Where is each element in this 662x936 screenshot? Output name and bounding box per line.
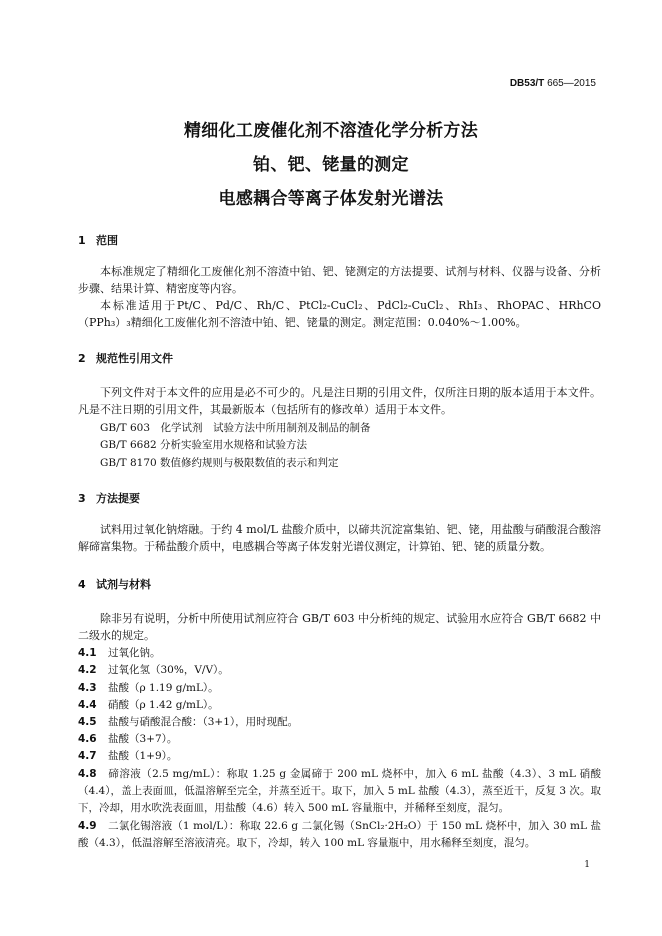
reagent-item (78, 645, 601, 662)
item-text: 碲溶液（2.5 mg/mL）：称取 1.25 g 金属碲于 200 mL 烧杯中，加入 6 mL 盐酸（4.3）、3 mL 硝酸（4.4），盖上表面皿，低温溶解至完全，并蒸至近干。取下，加入 5 mL 盐酸（4.3），蒸至近干，反复 3 次。取下，冷却，用水吹洗表面皿，用盐酸（4.6）转入 500 mL 容量瓶中，并稀释至刻度，混匀。 (78, 768, 601, 814)
principle-paragraph: 试料用过氧化钠熔融。于约 4 mol/L 盐酸介质中，以碲共沉淀富集铂、钯、铑，用盐酸与硝酸混合酸溶解碲富集物。于稀盐酸介质中，电感耦合等离子体发射光谱仪测定，计算铂、钯、铑的质量分数。 (78, 523, 601, 553)
item-number: 4.5 (78, 716, 97, 728)
item-text: 盐酸（1+9）。 (108, 750, 178, 762)
item-number: 4.7 (78, 750, 97, 762)
section-heading-references (78, 350, 173, 366)
item-text: 盐酸（3+7）。 (108, 733, 178, 745)
reference-item: GB/T 8170 数值修约规则与极限数值的表示和判定 (100, 457, 339, 469)
scope-paragraph-2: 本标准适用于Pt/C、Pd/C、Rh/C、PtCl₂-CuCl₂、PdCl₂-CuCl₂、RhI₃、RhOPAC、HRhCO（PPh₃）₃精细化工废催化剂不溶渣中铂、钯、铑量的测定。测定范围：0.040%～1.00%。 (78, 299, 601, 329)
item-number: 4.3 (78, 682, 97, 694)
section-number: 3 (78, 492, 86, 505)
item-number: 4.6 (78, 733, 97, 745)
document-method-title: 电感耦合等离子体发射光谱法 (218, 189, 444, 209)
reference-item: GB/T 6682 分析实验室用水规格和试验方法 (100, 439, 308, 451)
section-title: 方法提要 (96, 492, 140, 505)
page-header (510, 78, 596, 89)
document-subtitle: 铂、钯、铑量的测定 (253, 155, 409, 175)
item-number: 4.4 (78, 699, 97, 711)
reagent-item (78, 766, 601, 817)
reference-item: GB/T 603 化学试剂 试验方法中所用制剂及制品的制备 (100, 422, 371, 434)
item-number: 4.9 (78, 820, 97, 832)
item-text: 盐酸与硝酸混合酸：（3+1），用时现配。 (108, 716, 299, 728)
section-heading-reagents (78, 576, 151, 592)
section-heading-principle (78, 490, 140, 506)
section-number: 2 (78, 352, 86, 365)
standard-number: 665—2015 (547, 78, 596, 89)
item-number: 4.8 (78, 768, 97, 780)
section-title: 范围 (96, 234, 118, 247)
references-paragraph: 下列文件对于本文件的应用是必不可少的。凡是注日期的引用文件，仅所注日期的版本适用于本文件。凡是不注日期的引用文件，其最新版本（包括所有的修改单）适用于本文件。 (78, 386, 601, 416)
section-number: 1 (78, 234, 86, 247)
page-number: 1 (584, 860, 590, 870)
reagent-item (78, 662, 601, 679)
scope-paragraph-1: 本标准规定了精细化工废催化剂不溶渣中铂、钯、铑测定的方法提要、试剂与材料、仪器与设备、分析步骤、结果计算、精密度等内容。 (78, 265, 601, 295)
item-text: 过氧化氢（30%，V/V）。 (108, 664, 229, 676)
reagent-item (78, 714, 601, 731)
section-title: 试剂与材料 (96, 578, 151, 591)
document-title: 精细化工废催化剂不溶渣化学分析方法 (183, 121, 479, 141)
reagent-item (78, 680, 601, 697)
item-text: 过氧化钠。 (108, 647, 161, 659)
reagents-paragraph: 除非另有说明，分析中所使用试剂应符合 GB/T 603 中分析纯的规定、试验用水应符合 GB/T 6682 中二级水的规定。 (78, 612, 601, 642)
reagent-item (78, 697, 601, 714)
reagent-item (78, 748, 601, 765)
item-number: 4.2 (78, 664, 97, 676)
item-text: 硝酸（ρ 1.42 g/mL）。 (108, 699, 219, 711)
section-heading-scope (78, 232, 118, 248)
section-number: 4 (78, 578, 86, 591)
item-text: 盐酸（ρ 1.19 g/mL）。 (108, 682, 219, 694)
item-number: 4.1 (78, 647, 97, 659)
reagent-item (78, 818, 601, 852)
section-title: 规范性引用文件 (96, 352, 173, 365)
reagent-item (78, 731, 601, 748)
standard-code: DB53/T (509, 78, 545, 89)
item-text: 二氯化锡溶液（1 mol/L）：称取 22.6 g 二氯化锡（SnCl₂·2H₂O）于 150 mL 烧杯中，加入 30 mL 盐酸（4.3），低温溶解至溶液清亮。取下，冷却，转入 100 mL 容量瓶中，用水稀释至刻度，混匀。 (78, 820, 601, 849)
